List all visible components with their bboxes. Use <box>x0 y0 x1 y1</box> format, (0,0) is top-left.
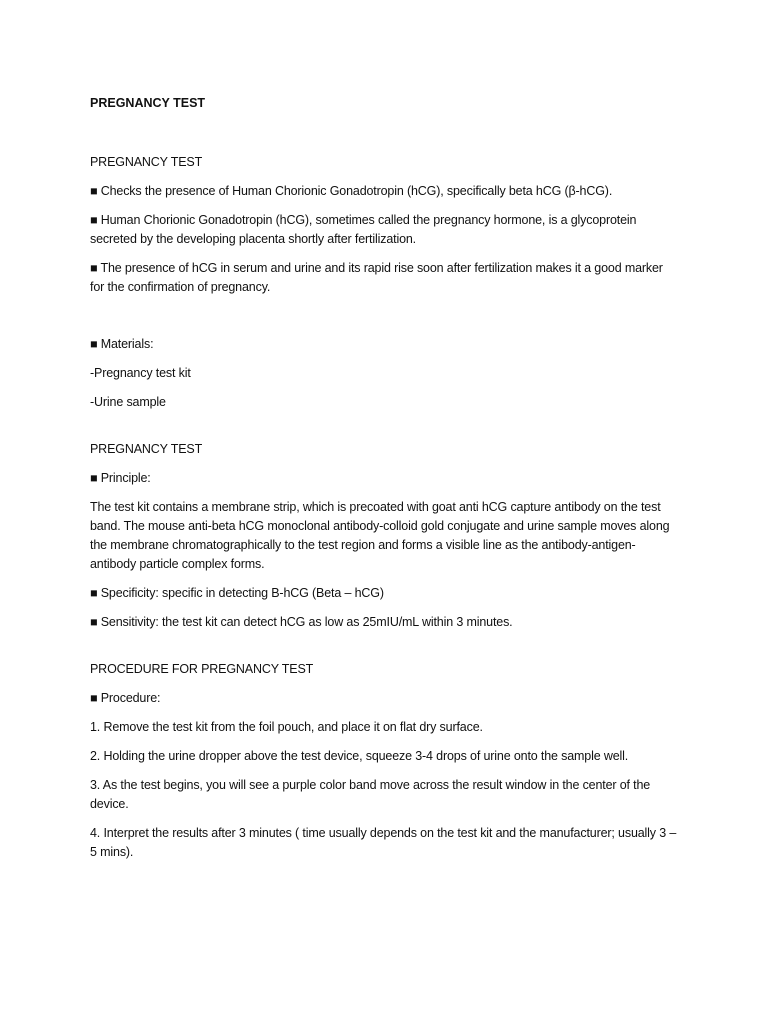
procedure-step: 4. Interpret the results after 3 minutes ( time usually depends on the test kit and the manufacturer; usually 3 – 5 mins). <box>90 826 677 859</box>
specificity-paragraph: ■ Specificity: specific in detecting B-hCG (Beta – hCG) <box>90 586 384 600</box>
bullet-paragraph: ■ Checks the presence of Human Chorionic Gonadotropin (hCG), specifically beta hCG (β-hCG). <box>90 184 613 198</box>
materials-item: -Pregnancy test kit <box>90 366 191 380</box>
principle-label: ■ Principle: <box>90 471 151 485</box>
section-heading: PREGNANCY TEST <box>90 155 203 169</box>
materials-heading: ■ Materials: <box>90 337 154 351</box>
procedure-step: 3. As the test begins, you will see a purple color band move across the result window in the center of the device. <box>90 778 651 811</box>
document-page <box>90 94 680 862</box>
procedure-label: ■ Procedure: <box>90 691 161 705</box>
procedure-step: 1. Remove the test kit from the foil pouch, and place it on flat dry surface. <box>90 720 483 734</box>
principle-paragraph: The test kit contains a membrane strip, which is precoated with goat anti hCG capture antibody on the test band. The mouse anti-beta hCG monoclonal antibody-colloid gold conjugate and urine sample moves along the membrane chromatographically to the test region and forms a visible line as the antibody-antigen-antibody particle complex forms. <box>90 500 670 571</box>
bullet-paragraph: ■ Human Chorionic Gonadotropin (hCG), sometimes called the pregnancy hormone, is a glycoprotein secreted by the developing placenta shortly after fertilization. <box>90 213 637 246</box>
sensitivity-paragraph: ■ Sensitivity: the test kit can detect hCG as low as 25mIU/mL within 3 minutes. <box>90 615 513 629</box>
section-heading: PREGNANCY TEST <box>90 442 203 456</box>
procedure-step: 2. Holding the urine dropper above the test device, squeeze 3-4 drops of urine onto the sample well. <box>90 749 629 763</box>
materials-item: -Urine sample <box>90 395 166 409</box>
section-heading: PROCEDURE FOR PREGNANCY TEST <box>90 662 314 676</box>
document-title: PREGNANCY TEST <box>90 96 206 110</box>
bullet-paragraph: ■ The presence of hCG in serum and urine and its rapid rise soon after fertilization makes it a good marker for the confirmation of pregnancy. <box>90 261 663 294</box>
